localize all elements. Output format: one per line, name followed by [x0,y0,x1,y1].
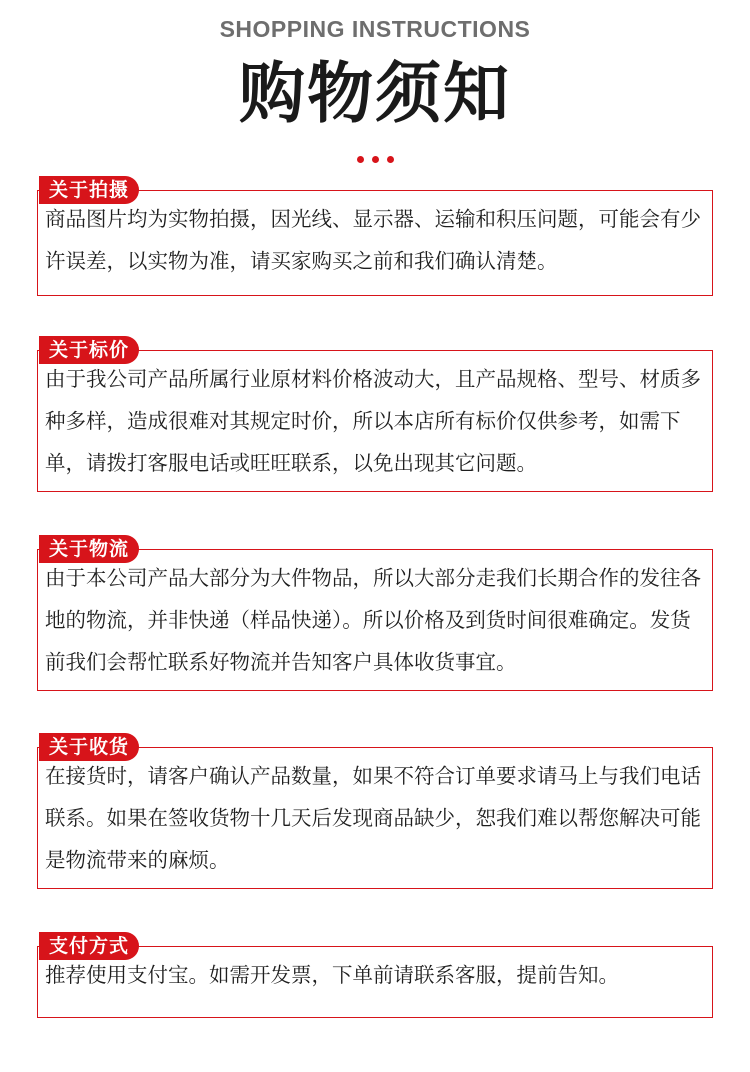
section-text: 在接货时，请客户确认产品数量，如果不符合订单要求请马上与我们电话联系。如果在签收货物十几天后发现商品缺少，恕我们难以帮您解决可能是物流带来的麻烦。 [45,764,701,872]
dot-icon [387,156,394,163]
section-text: 由于本公司产品大部分为大件物品，所以大部分走我们长期合作的发往各地的物流，并非快递（样品快递）。所以价格及到货时间很难确定。发货前我们会帮忙联系好物流并告知客户具体收货事宜。 [45,566,701,674]
page-title: 购物须知 [239,55,511,132]
dot-icon [372,156,379,163]
section-photography [37,176,713,296]
section-tag: 关于收货 [39,733,139,761]
section-tag: 支付方式 [39,932,139,960]
decorative-dots [0,156,750,163]
section-tag: 关于拍摄 [39,176,139,204]
section-text: 推荐使用支付宝。如需开发票，下单前请联系客服，提前告知。 [45,963,619,987]
section-tag: 关于标价 [39,336,139,364]
section-logistics [37,535,713,691]
subtitle-english: SHOPPING INSTRUCTIONS [219,16,531,42]
section-text: 由于我公司产品所属行业原材料价格波动大，且产品规格、型号、材质多种多样，造成很难对其规定时价，所以本店所有标价仅供参考，如需下单，请拨打客服电话或旺旺联系，以免出现其它问题。 [45,367,701,475]
section-text: 商品图片均为实物拍摄，因光线、显示器、运输和积压问题，可能会有少许误差，以实物为准，请买家购买之前和我们确认清楚。 [45,207,701,273]
section-tag: 关于物流 [39,535,139,563]
section-pricing [37,336,713,492]
section-receiving [37,733,713,889]
section-payment [37,932,713,1018]
dot-icon [357,156,364,163]
